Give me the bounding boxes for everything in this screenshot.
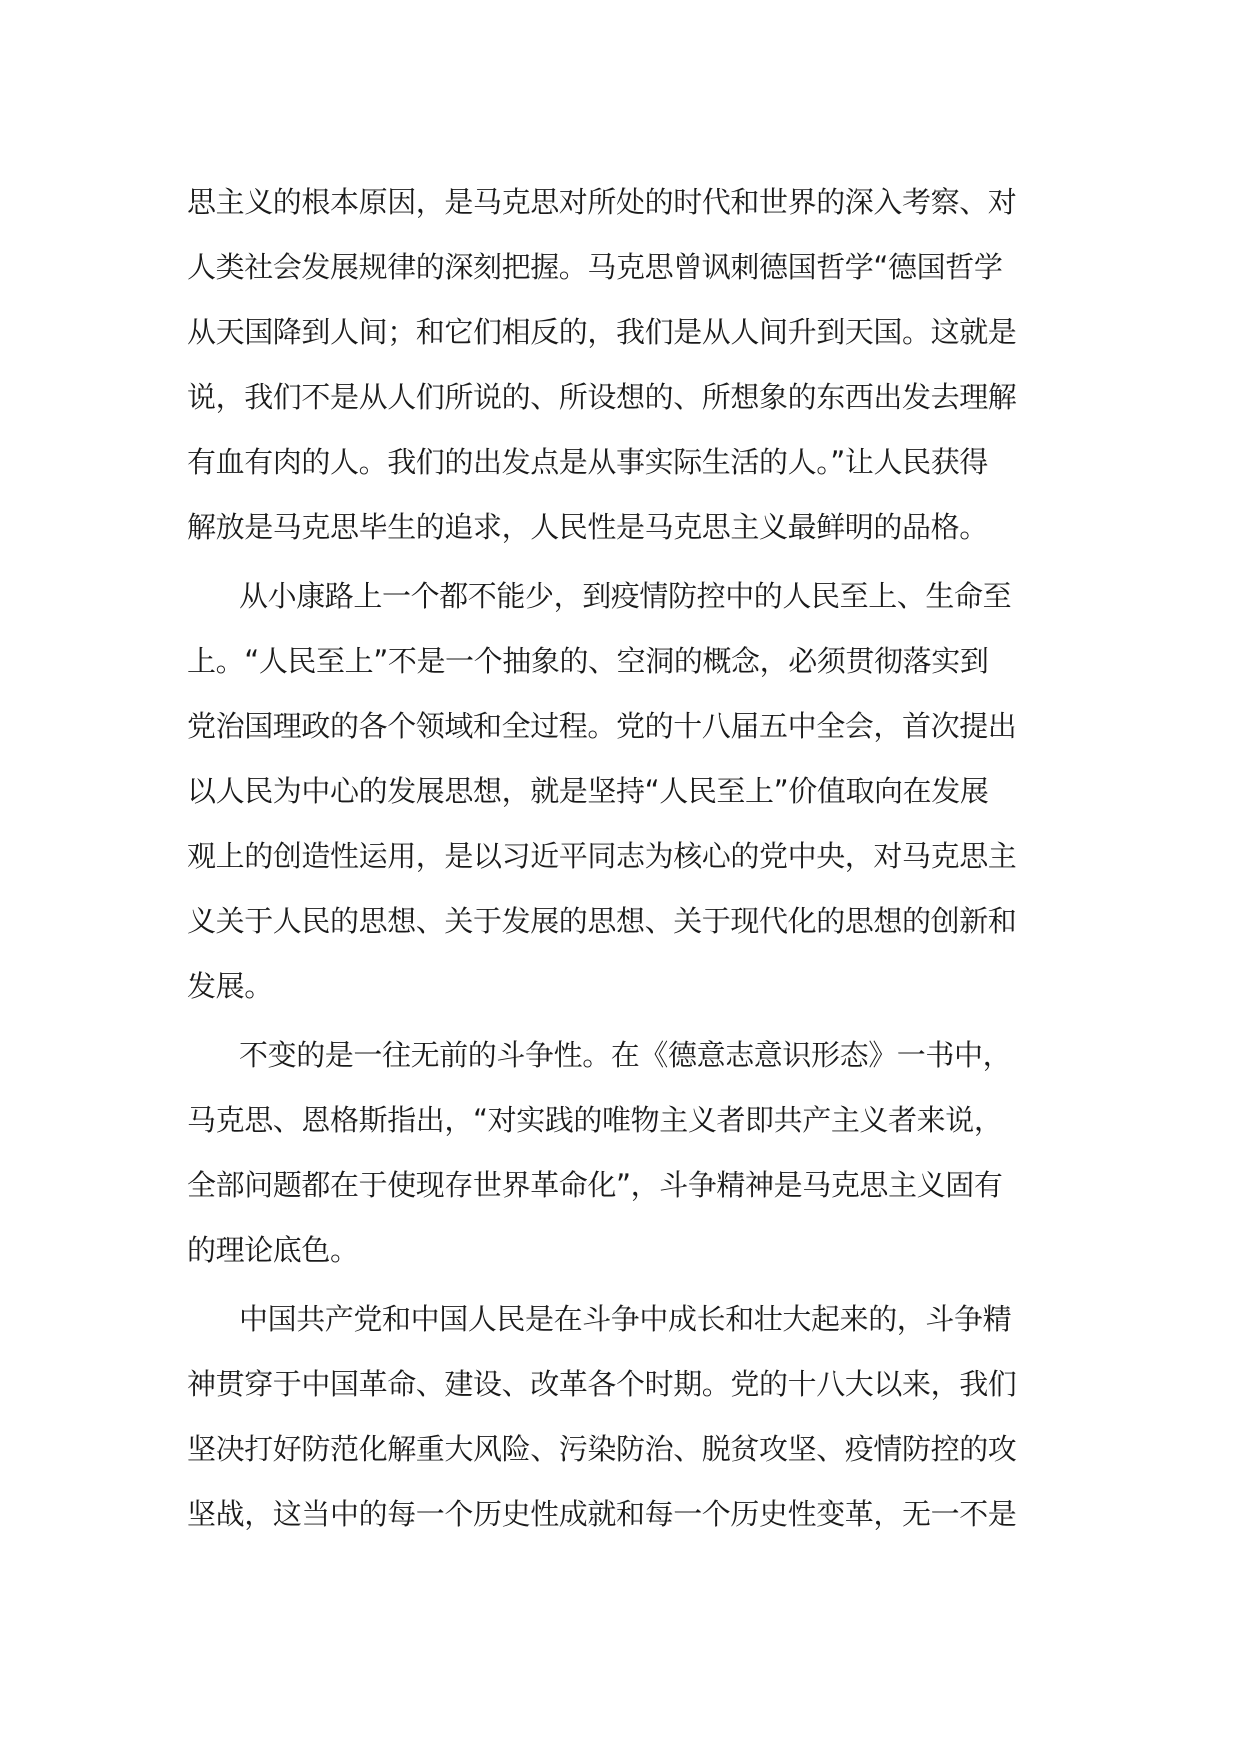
text-line: 说，我们不是从人们所说的、所设想的、所想象的东西出发去理解 [187, 380, 1017, 414]
paragraph-2 [187, 564, 1057, 1019]
text-line: 不变的是一往无前的斗争性。在《德意志意识形态》一书中， [239, 1038, 1012, 1072]
text-line: 坚战，这当中的每一个历史性成就和每一个历史性变革，无一不是 [187, 1497, 1017, 1531]
text-line: 的理论底色。 [187, 1233, 359, 1267]
text-line: 坚决打好防范化解重大风险、污染防治、脱贫攻坚、疫情防控的攻 [187, 1432, 1017, 1466]
text-line: 义关于人民的思想、关于发展的思想、关于现代化的思想的创新和 [187, 904, 1017, 938]
text-line: 上。“人民至上”不是一个抽象的、空洞的概念，必须贯彻落实到 [187, 644, 989, 678]
text-line: 以人民为中心的发展思想，就是坚持“人民至上”价值取向在发展 [187, 774, 989, 808]
document-body [187, 170, 1057, 1551]
text-line: 党治国理政的各个领域和全过程。党的十八届五中全会，首次提出 [187, 709, 1017, 743]
text-line: 解放是马克思毕生的追求，人民性是马克思主义最鲜明的品格。 [187, 510, 988, 544]
text-line: 人类社会发展规律的深刻把握。马克思曾讽刺德国哲学“德国哲学 [187, 250, 1003, 284]
text-line: 全部问题都在于使现存世界革命化”，斗争精神是马克思主义固有 [187, 1168, 1003, 1202]
text-line: 从天国降到人间；和它们相反的，我们是从人间升到天国。这就是 [187, 315, 1017, 349]
text-line: 马克思、恩格斯指出，“对实践的唯物主义者即共产主义者来说， [187, 1103, 1003, 1137]
text-line: 观上的创造性运用，是以习近平同志为核心的党中央，对马克思主 [187, 839, 1017, 873]
text-line: 从小康路上一个都不能少，到疫情防控中的人民至上、生命至 [239, 579, 1012, 613]
text-line: 神贯穿于中国革命、建设、改革各个时期。党的十八大以来，我们 [187, 1367, 1017, 1401]
text-line: 发展。 [187, 969, 273, 1003]
text-line: 思主义的根本原因，是马克思对所处的时代和世界的深入考察、对 [187, 185, 1017, 219]
text-line: 有血有肉的人。我们的出发点是从事实际生活的人。”让人民获得 [187, 445, 988, 479]
text-line: 中国共产党和中国人民是在斗争中成长和壮大起来的，斗争精 [239, 1302, 1012, 1336]
paragraph-1 [187, 170, 1057, 560]
paragraph-3 [187, 1023, 1057, 1283]
paragraph-4 [187, 1287, 1057, 1547]
